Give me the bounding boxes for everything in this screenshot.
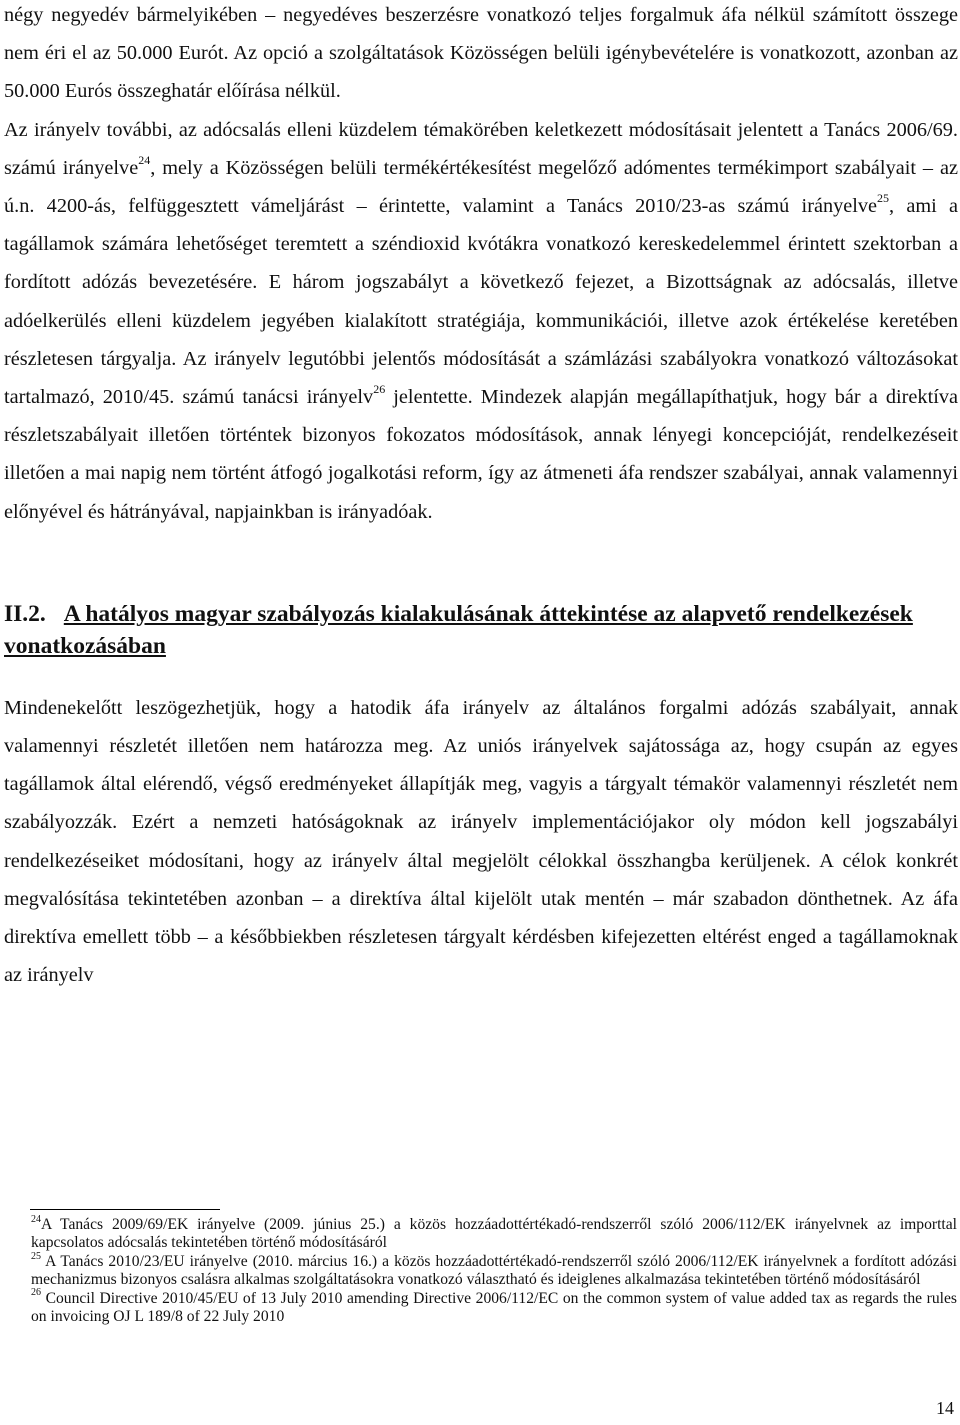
paragraph-continuation: négy negyedév bármelyikében – negyedéves beszerzésre vonatkozó teljes forgalmuk áfa nélkül számított összege nem éri el az 50.000 Eurót. Az opció a szolgáltatások Közösségen belüli igénybevételére is vonatkozott, azonban az 50.000 Eurós összeghatár előírása nélkül.	[4, 4, 958, 103]
section-heading	[4, 598, 958, 662]
paragraph-text: jelentette.	[385, 386, 473, 409]
paragraph-text: Mindezek alapján megállapíthatjuk, hogy bár a direktíva részletszabályait illetően történtek bizonyos fokozatos módosítások, annak lényegi koncepcióját, rendelkezéseit illetően a mai napig nem történt átfogó jogalkotási reform, így az átmeneti áfa rendszer szabályai, annak valamennyi előnyével és hátrányával, napjainkban is irányadóak.	[4, 386, 958, 523]
document-page	[4, 0, 958, 994]
page-number: 14	[936, 1398, 954, 1418]
footnote-ref-24[interactable]: 24	[138, 153, 151, 168]
footnote-24	[31, 1213, 957, 1253]
paragraph-text: , mely a Közösségen belüli termékértékesítést megelőző adómentes termékimport szabályait – az ú.n. 4200-ás, felfüggesztett vámeljárást – érintette, valamint a Tanács 2010/23-as számú irányelve	[4, 156, 958, 218]
footnote-text: A Tanács 2010/23/EU irányelve (2010. március 16.) a közös hozzáadottértékadó-rendszerről szóló 2006/112/EK irányelvnek a fordított adózási mechanizmus bizonyos csalásra alkalmas szolgáltatásokra vonatkozó választható és ideiglenes alkalmazása tekintetében történő módosításáról	[31, 1252, 957, 1289]
section-number: II.2.	[4, 600, 46, 627]
footnote-26	[31, 1287, 957, 1327]
footnote-separator	[30, 1209, 220, 1210]
footnote-number: 26	[31, 1287, 41, 1299]
paragraph-directive: Mindenekelőtt leszögezhetjük, hogy a hatodik áfa irányelv az általános forgalmi adózás szabályait, annak valamennyi részletét illetően nem határozza meg. Az uniós irányelvek sajátossága az, hogy csupán az egyes tagállamok által elérendő, végső eredményeket állapítják meg, vagyis a tárgyalt témakör valamennyi részletét nem szabályozzák. Ezért a nemzeti hatóságoknak az irányelv implementációjakor oly módon kell jogszabályi rendelkezéseiket módosítani, hogy az irányelv által megjelölt célokkal összhangba kerüljenek. A célok konkrét megvalósítása tekintetében azonban – a direktíva által kijelölt utak mentén – már szabadon dönthetnek. Az áfa direktíva emellett több – a későbbiekben részletesen tárgyalt kérdésben kifejezetten eltérést enged a tagállamoknak az irányelv	[4, 696, 958, 987]
footnote-text: A Tanács 2009/69/EK irányelve (2009. június 25.) a közös hozzáadottértékadó-rendszerről szóló 2006/112/EK irányelvnek az importtal kapcsolatos adócsalás tekintetében történő módosításáról	[31, 1216, 957, 1252]
footnote-number: 25	[31, 1250, 41, 1262]
footnote-number: 24	[31, 1213, 41, 1225]
footnote-ref-25[interactable]: 25	[877, 191, 890, 206]
footnote-text: Council Directive 2010/45/EU of 13 July 2010 amending Directive 2006/112/EC on the common system of value added tax as regards the rules on invoicing OJ L 189/8 of 22 July 2010	[31, 1289, 957, 1326]
footnotes	[31, 1213, 957, 1326]
footnote-25	[31, 1250, 957, 1290]
paragraph-text: , ami a tagállamok számára lehetőséget teremtett a széndioxid kvótákra vonatkozó kereskedelemmel érintett szektorban a fordított adózás bevezetésére. E három jogszabályt a következő fejezet, a Bizottságnak az adócsalás, illetve adóelkerülés elleni küzdelem jegyében kialakított stratégiája, kommunikációi, illetve azok értékelése keretében részletesen tárgyalja. Az irányelv legutóbbi jelentős módosítását a számlázási szabályokra vonatkozó változásokat tartalmazó, 2010/45. számú tanácsi irányelv	[4, 195, 959, 409]
section-title: A hatályos magyar szabályozás kialakulásának áttekintése az alapvető rendelkezések vonatkozásában	[4, 600, 913, 659]
paragraph-text: Az irányelv további, az adócsalás elleni küzdelem témakörében keletkezett módosításait jelentett a Tanács 2006/69. számú irányelve	[4, 118, 958, 179]
paragraph-amendments	[4, 111, 958, 531]
footnote-ref-26[interactable]: 26	[373, 382, 386, 397]
